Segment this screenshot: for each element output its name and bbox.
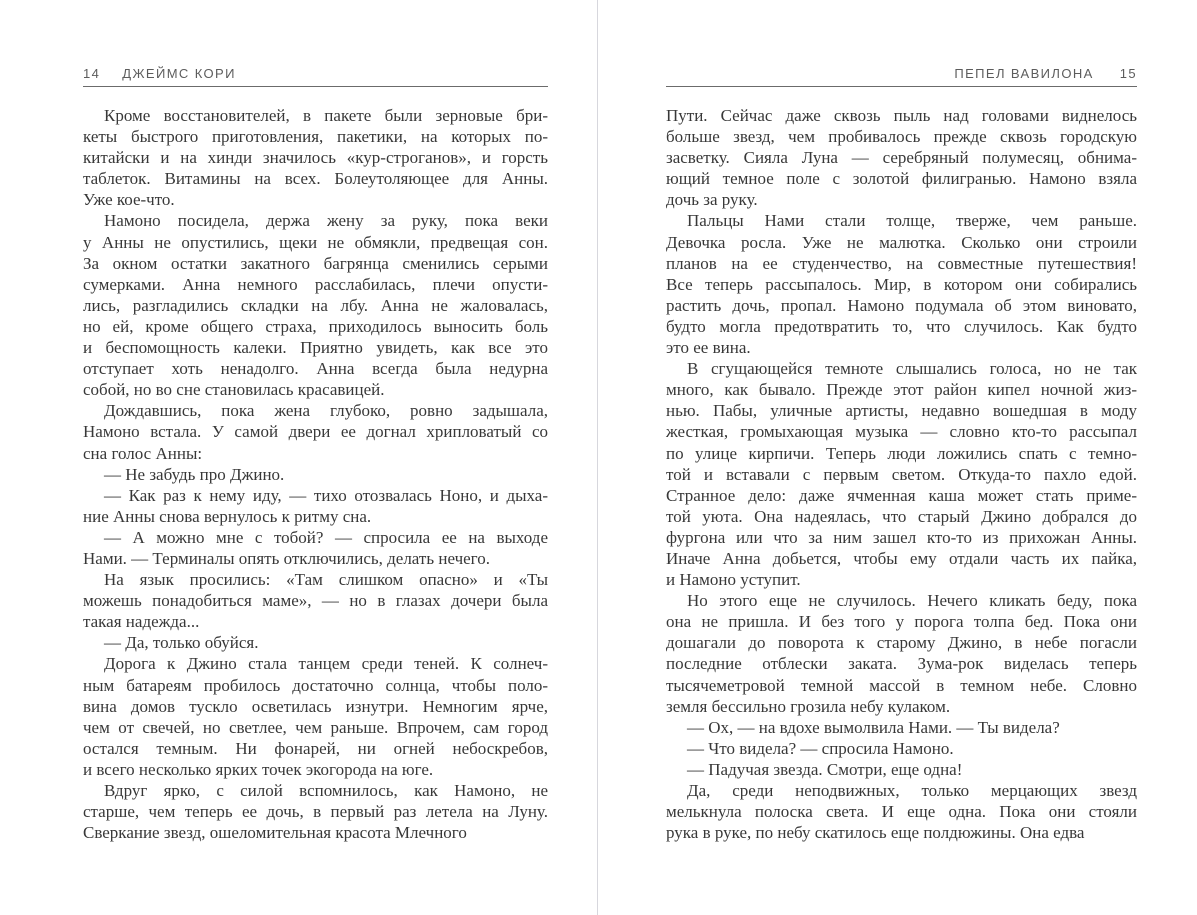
text-line: той уюта. Она надеялась, что старый Джино добрался до xyxy=(666,506,1137,526)
text-line: Иначе Анна добьется, чтобы ему отдали часть их пайка, xyxy=(666,548,1137,568)
text-line: рука в руке, по небу скатилось еще полдюжины. Она едва xyxy=(666,823,1085,843)
text-line: тысячеметровой темной массой в темном небе. Словно xyxy=(666,675,1137,695)
text-line: Нами. — Терминалы опять отключились, делать нечего. xyxy=(83,548,490,568)
paragraph xyxy=(83,527,548,569)
text-line: Странное дело: даже ячменная каша может стать приме- xyxy=(666,485,1137,505)
text-line: чем от свечей, но светлее, чем раньше. Впрочем, сам город xyxy=(83,717,548,737)
text-line: старше, чем теперь ее дочь, в первый раз летела на Луну. xyxy=(83,802,548,822)
text-line: земля бессильно грозила небу кулаком. xyxy=(666,696,951,716)
paragraph xyxy=(83,780,548,843)
text-line: она не пришла. И без того у порога толпа бед. Пока они xyxy=(666,612,1137,632)
text-line: такая надежда... xyxy=(83,612,200,632)
text-line: таблеток. Витамины на всех. Болеутоляющее для Анны. xyxy=(83,169,548,189)
page-body-left xyxy=(83,105,548,843)
text-line: дочь за руку. xyxy=(666,190,758,210)
text-line: планов на ее студенчество, на совместные путешествия! xyxy=(666,253,1137,273)
text-line: Вдруг ярко, с силой вспомнилось, как Намоно, не xyxy=(104,781,548,800)
text-line: по улице кирпичи. Теперь люди ложились спать с темно- xyxy=(666,443,1137,463)
page-divider xyxy=(597,0,598,915)
paragraph xyxy=(83,105,548,210)
page-number: 15 xyxy=(1119,66,1137,81)
text-line: китайски и на хинди значилось «кур-строганов», и горсть xyxy=(83,148,548,168)
page-number: 14 xyxy=(83,66,101,81)
text-line: — Как раз к нему иду, — тихо отозвалась Ноно, и дыха- xyxy=(104,485,548,505)
text-line: вина домов тускло осветилась изнутри. Немногим ярче, xyxy=(83,696,548,716)
text-line: у Анны не опустились, щеки не обмякли, предвещая сон. xyxy=(83,232,548,252)
text-line: и всего несколько ярких точек экогорода на юге. xyxy=(83,759,434,779)
text-line: засветку. Сияла Луна — серебряный полумесяц, обнима- xyxy=(666,148,1137,168)
text-line: Девочка росла. Уже не малютка. Сколько они строили xyxy=(666,232,1137,252)
text-line: последние отблески заката. Зума-рок виделась теперь xyxy=(666,654,1137,674)
text-line: кеты быстрого приготовления, пакетики, на которых по- xyxy=(83,127,548,147)
text-line: Намоно посидела, держа жену за руку, пока веки xyxy=(104,211,548,231)
text-line: Все теперь рассыпалось. Мир, в котором они собирались xyxy=(666,274,1137,294)
text-line: Дождавшись, пока жена глубоко, ровно задышала, xyxy=(104,401,548,421)
paragraph xyxy=(83,210,548,400)
text-line: Кроме восстановителей, в пакете были зерновые бри- xyxy=(104,106,548,125)
paragraph xyxy=(666,590,1137,717)
page-right xyxy=(666,0,1137,915)
text-line: остался темным. Ни фонарей, ни огней небоскребов, xyxy=(83,738,548,758)
text-line: сумерками. Анна немного расслабилась, плечи опусти- xyxy=(83,274,548,294)
text-line: фургона или что за ним зашел кто-то из прихожан Анны. xyxy=(666,527,1137,547)
text-line: той и вставали с первым светом. Откуда-то пахло едой. xyxy=(666,464,1137,484)
text-line: ние Анны снова вернулось к ритму сна. xyxy=(83,506,372,526)
text-line: Дорога к Джино стала танцем среди теней. К солнеч- xyxy=(104,654,548,674)
header-rule xyxy=(666,86,1137,87)
text-line: можешь понадобиться маме», — но в глазах дочери была xyxy=(83,591,548,611)
text-line: лись, разгладились складки на лбу. Анна не жаловалась, xyxy=(83,295,548,315)
text-line: сна голос Анны: xyxy=(83,443,203,463)
paragraph xyxy=(666,210,1137,358)
text-line: отступает хоть ненадолго. Анна всегда была недурна xyxy=(83,359,548,379)
paragraph xyxy=(83,464,548,485)
page-header-right xyxy=(666,66,1137,81)
text-line: и беспомощность калеки. Приятно увидеть, как все это xyxy=(83,338,548,358)
paragraph xyxy=(666,717,1137,738)
text-line: — Что видела? — спросила Намоно. xyxy=(687,738,954,758)
text-line: — Да, только обуйся. xyxy=(104,633,259,653)
text-line: нью. Пабы, уличные артисты, недавно вошедшая в моду xyxy=(666,401,1137,421)
running-title-book: ПЕПЕЛ ВАВИЛОНА xyxy=(954,66,1094,81)
text-line: — Не забудь про Джино. xyxy=(104,464,285,484)
text-line: На язык просились: «Там слишком опасно» и «Ты xyxy=(104,570,548,590)
text-line: За окном остатки закатного багрянца сменились серыми xyxy=(83,253,548,273)
text-line: жесткая, громыхающая музыка — словно кто-то рассыпал xyxy=(666,422,1137,442)
paragraph xyxy=(83,400,548,463)
text-line: больше звезд, чем пробивалось прежде сквозь городскую xyxy=(666,127,1137,147)
text-line: В сгущающейся темноте слышались голоса, но не так xyxy=(687,359,1137,379)
text-line: дошагали до поворота к старому Джино, в небе погасли xyxy=(666,633,1137,653)
paragraph xyxy=(666,358,1137,590)
text-line: — Ох, — на вдохе вымолвила Нами. — Ты видела? xyxy=(687,717,1060,737)
paragraph xyxy=(83,632,548,653)
running-title-author: ДЖЕЙМС КОРИ xyxy=(122,66,236,81)
text-line: Да, среди неподвижных, только мерцающих звезд xyxy=(687,781,1137,800)
paragraph xyxy=(83,653,548,780)
text-line: ным батареям пробилось достаточно солнца, чтобы поло- xyxy=(83,675,548,695)
paragraph xyxy=(83,485,548,527)
paragraph xyxy=(83,569,548,632)
page-left xyxy=(83,0,548,915)
paragraph xyxy=(666,105,1137,210)
text-line: мелькнула полоска света. И еще одна. Пока они стояли xyxy=(666,802,1137,822)
text-line: много, как бывало. Прежде этот район кипел ночной жиз- xyxy=(666,380,1137,400)
text-line: будто могла предотвратить то, что случилось. Как будто xyxy=(666,316,1137,336)
header-rule xyxy=(83,86,548,87)
text-line: Пути. Сейчас даже сквозь пыль над головами виднелось xyxy=(666,106,1137,125)
paragraph xyxy=(666,738,1137,759)
text-line: — А можно мне с тобой? — спросила ее на выходе xyxy=(104,527,548,547)
text-line: растить дочь, пропал. Намоно подумала об этом виновато, xyxy=(666,295,1137,315)
text-line: ющий темное поле с золотой филигранью. Намоно взяла xyxy=(666,169,1137,189)
page-body-right xyxy=(666,105,1137,843)
text-line: собой, но во сне становилась красавицей. xyxy=(83,380,385,400)
text-line: Сверкание звезд, ошеломительная красота Млечного xyxy=(83,823,467,843)
text-line: это ее вина. xyxy=(666,338,751,358)
text-line: Но этого еще не случилось. Нечего кликать беду, пока xyxy=(687,591,1137,611)
page-header-left xyxy=(83,66,548,81)
text-line: Намоно встала. У самой двери ее догнал хрипловатый со xyxy=(83,422,548,442)
paragraph xyxy=(666,759,1137,780)
text-line: Пальцы Нами стали толще, тверже, чем раньше. xyxy=(687,211,1137,231)
text-line: но ей, кроме общего страха, приходилось выносить боль xyxy=(83,316,548,336)
text-line: Уже кое-что. xyxy=(83,190,175,210)
paragraph xyxy=(666,780,1137,843)
text-line: и Намоно уступит. xyxy=(666,570,801,590)
text-line: — Падучая звезда. Смотри, еще одна! xyxy=(687,759,963,779)
